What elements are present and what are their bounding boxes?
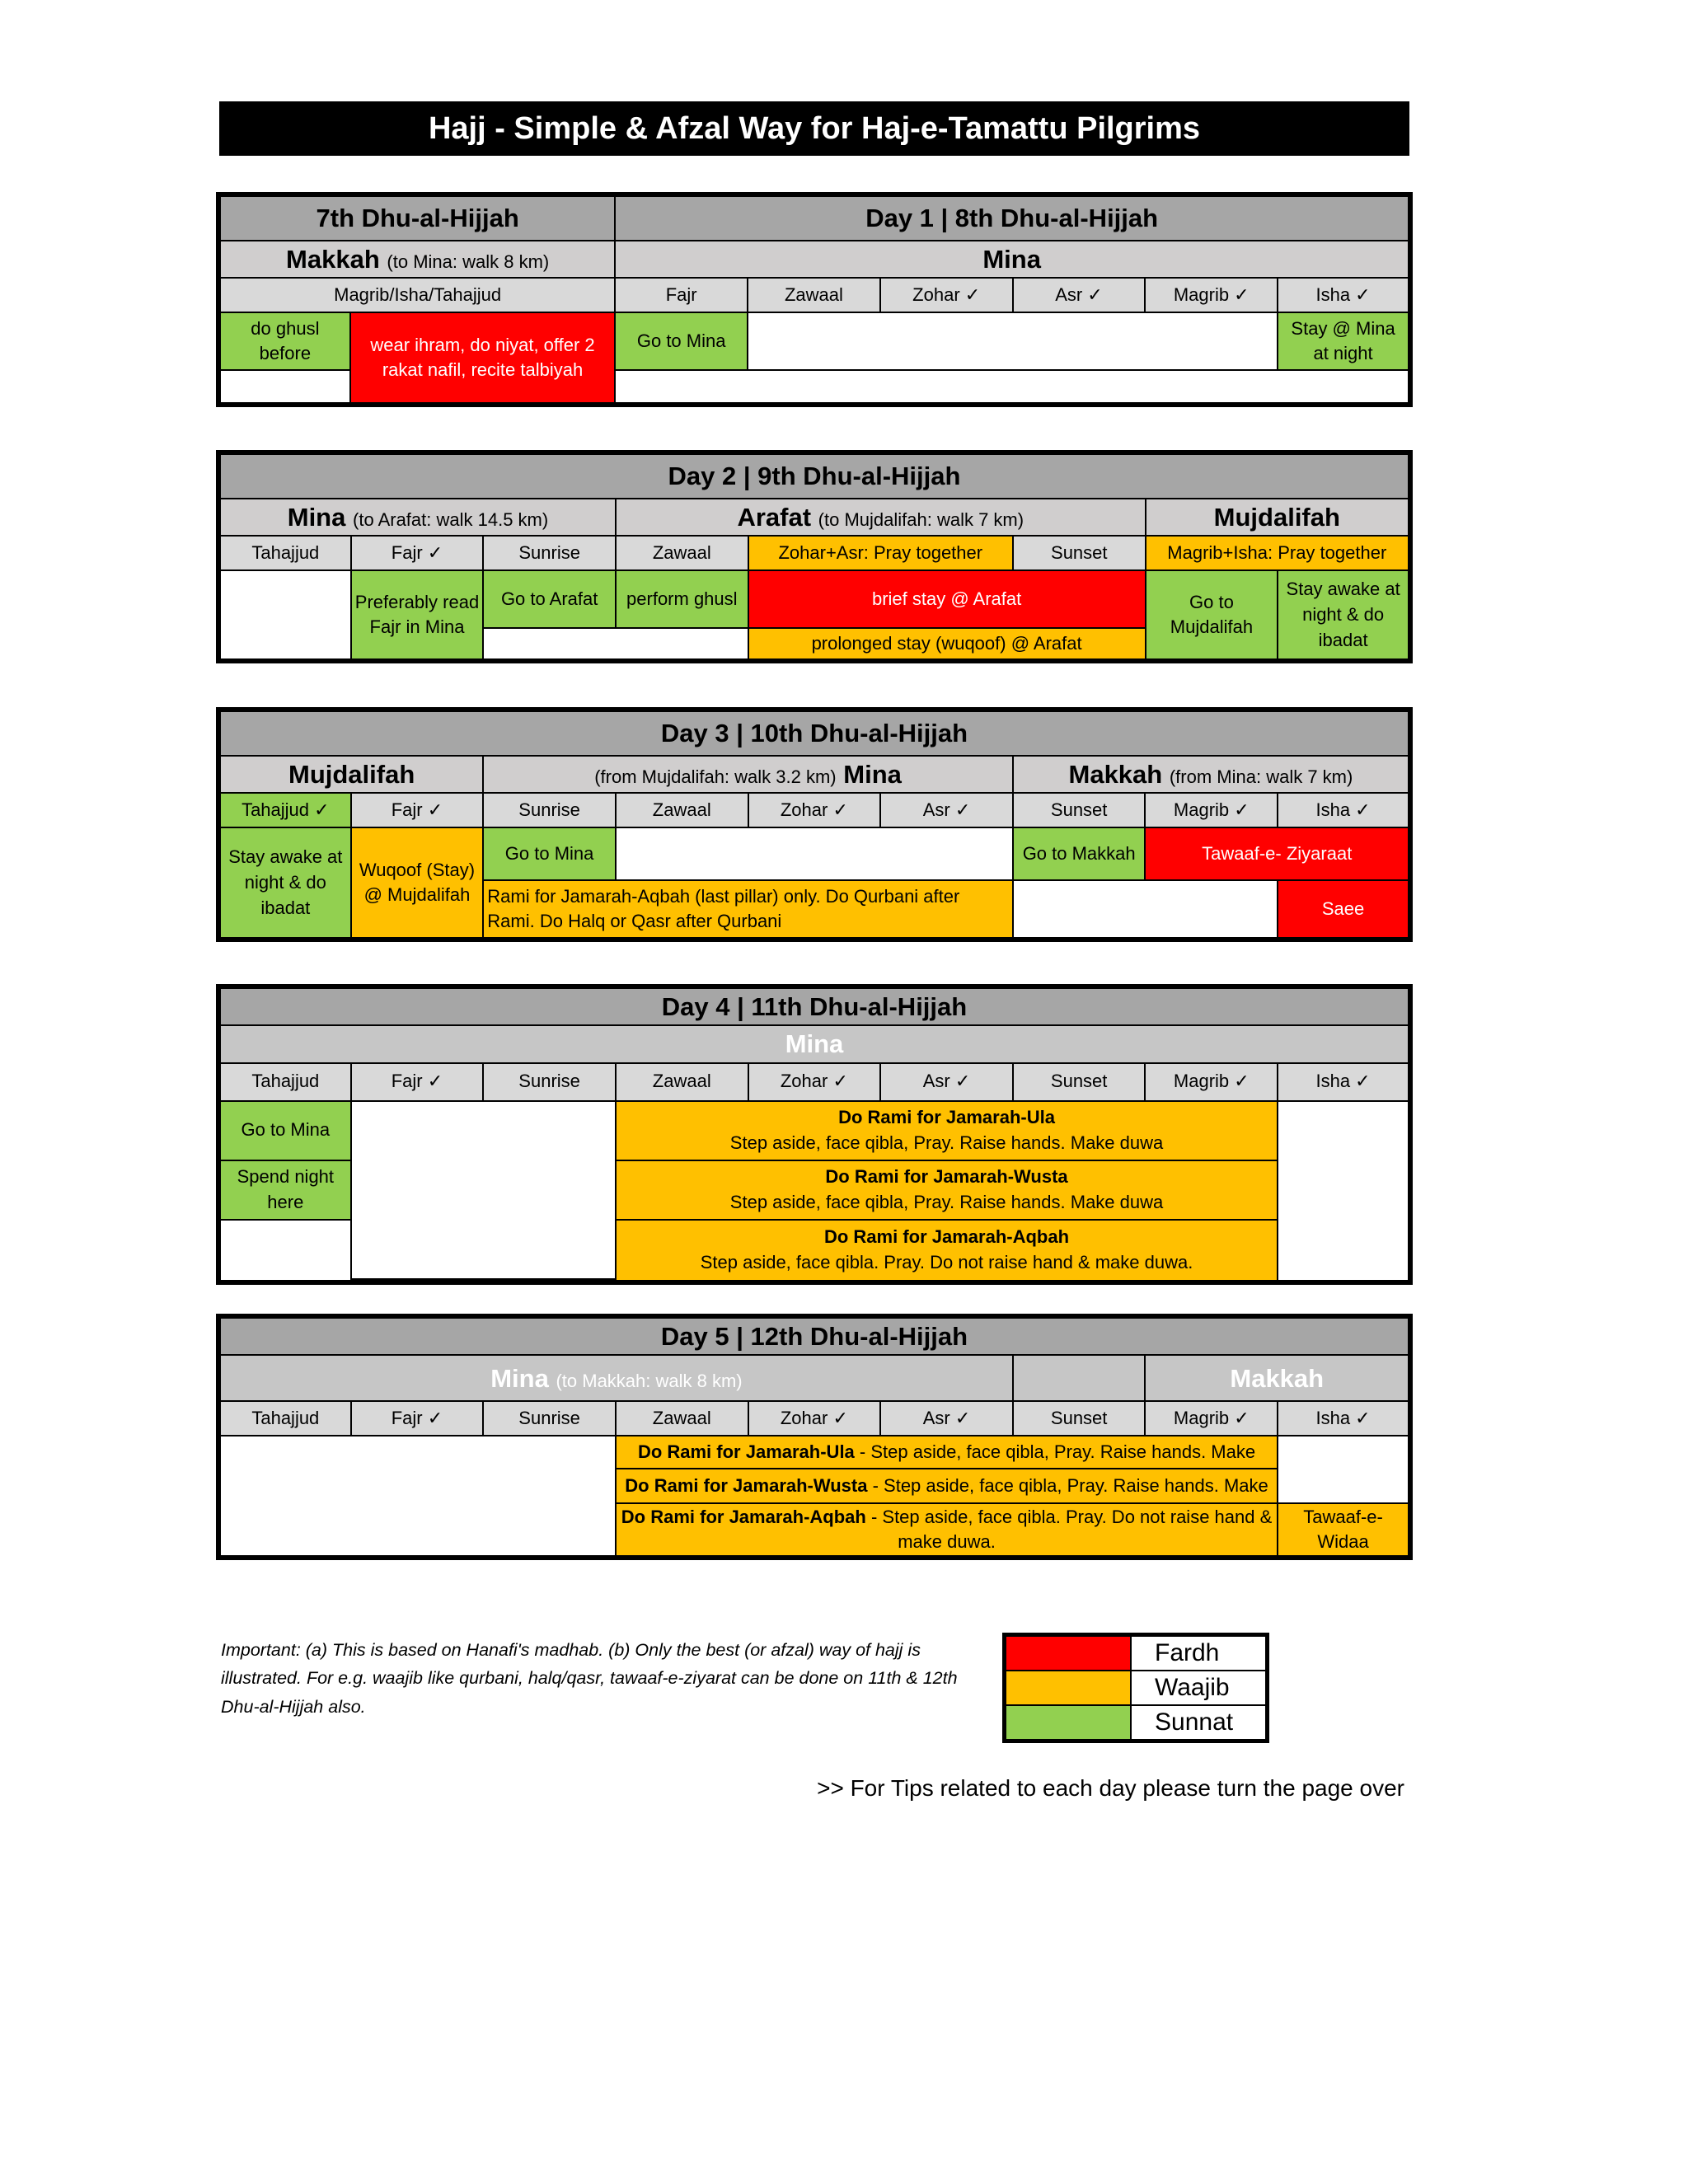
day-header: Day 2 | 9th Dhu-al-Hijjah [218, 452, 1410, 499]
time-slot: Asr ✓ [880, 1401, 1013, 1436]
legend [1002, 1633, 1269, 1743]
time-slot: Magrib ✓ [1145, 1063, 1278, 1101]
time-slot: Sunrise [483, 536, 616, 570]
time-slot: Isha ✓ [1278, 793, 1410, 827]
legend-swatch-fardh [1005, 1635, 1132, 1671]
activity-cell: wear ihram, do niyat, offer 2 rakat nafil, recite talbiyah [350, 312, 616, 405]
location-header [1013, 1355, 1146, 1401]
time-slot: Zawaal [616, 793, 748, 827]
tips-note: >> For Tips related to each day please turn the page over [817, 1775, 1404, 1801]
time-slot: Zawaal [616, 536, 748, 570]
time-slot: Zohar ✓ [748, 793, 881, 827]
legend-swatch-sunnat [1005, 1705, 1132, 1741]
empty-cell [218, 1436, 616, 1558]
activity-cell: Preferably read Fajr in Mina [351, 570, 484, 661]
time-slot: Asr ✓ [880, 1063, 1013, 1101]
rami-ula-cell: Do Rami for Jamarah-Ula - Step aside, face qibla, Pray. Raise hands. Make [616, 1436, 1278, 1469]
schedule-day3 [216, 707, 1413, 942]
schedule-day5 [216, 1314, 1413, 1560]
rami-aqbah-cell: Do Rami for Jamarah-Aqbah Step aside, face qibla. Pray. Do not raise hand & make duwa. [616, 1220, 1278, 1282]
empty-cell [1278, 1101, 1410, 1282]
location-header: Mina (to Arafat: walk 14.5 km) [218, 499, 616, 536]
location-header: Arafat (to Mujdalifah: walk 7 km) [616, 499, 1146, 536]
empty-cell [1278, 1436, 1410, 1503]
time-slot: Zawaal [616, 1401, 748, 1436]
activity-cell: perform ghusl [616, 570, 748, 628]
empty-cell [1013, 880, 1278, 940]
empty-cell [748, 312, 1278, 370]
empty-cell [218, 570, 351, 661]
legend-label: Waajib [1131, 1671, 1268, 1705]
schedule-day4 [216, 984, 1413, 1285]
location-header: Makkah (from Mina: walk 7 km) [1013, 756, 1410, 793]
time-slot: Fajr ✓ [351, 536, 484, 570]
time-slot: Magrib ✓ [1145, 1401, 1278, 1436]
time-slot: Sunset [1013, 536, 1146, 570]
empty-cell [351, 1101, 616, 1279]
location-header: (from Mujdalifah: walk 3.2 km) Mina [483, 756, 1013, 793]
activity-cell: Tawaaf-e-Widaa [1278, 1503, 1410, 1558]
time-slot: Zawaal [616, 1063, 748, 1101]
time-slot: Tahajjud [218, 1063, 351, 1101]
time-slot: Asr ✓ [880, 793, 1013, 827]
time-slot: Tahajjud ✓ [218, 793, 351, 827]
legend-swatch-waajib [1005, 1671, 1132, 1705]
time-slot: Sunset [1013, 793, 1146, 827]
time-slot: Magrib+Isha: Pray together [1146, 536, 1410, 570]
activity-cell: brief stay @ Arafat [748, 570, 1146, 628]
schedule-day2 [216, 450, 1413, 663]
activity-cell: Stay awake at night & do ibadat [218, 827, 351, 940]
time-slot: Isha ✓ [1278, 1401, 1410, 1436]
time-slot: Zohar ✓ [880, 278, 1013, 312]
time-slot: Sunset [1013, 1063, 1146, 1101]
time-slot: Tahajjud [218, 536, 351, 570]
activity-cell: Go to Mina [483, 827, 616, 880]
time-slot: Zohar ✓ [748, 1401, 881, 1436]
legend-label: Fardh [1131, 1635, 1268, 1671]
time-slot: Sunset [1013, 1401, 1146, 1436]
time-slot: Magrib/Isha/Tahajjud [218, 278, 615, 312]
empty-cell [218, 1220, 351, 1282]
time-slot: Sunrise [483, 1063, 616, 1101]
location-header: Mina [615, 241, 1410, 278]
time-slot: Zawaal [748, 278, 880, 312]
activity-cell: do ghusl before [218, 312, 350, 370]
rami-ula-cell: Do Rami for Jamarah-Ula Step aside, face qibla, Pray. Raise hands. Make duwa [616, 1101, 1278, 1160]
location-header: Makkah [1145, 1355, 1410, 1401]
location-header: Mujdalifah [1146, 499, 1410, 536]
activity-cell: Rami for Jamarah-Aqbah (last pillar) only. Do Qurbani after Rami. Do Halq or Qasr after Qurbani [483, 880, 1013, 940]
activity-cell: Go to Mujdalifah [1146, 570, 1278, 661]
empty-cell [218, 370, 350, 405]
day-header: 7th Dhu-al-Hijjah [218, 194, 615, 241]
empty-cell [615, 370, 1410, 405]
time-slot: Fajr ✓ [351, 1063, 484, 1101]
day-header: Day 1 | 8th Dhu-al-Hijjah [615, 194, 1410, 241]
time-slot: Isha ✓ [1278, 278, 1410, 312]
activity-cell: Stay awake at night & do ibadat [1278, 570, 1410, 661]
rami-wusta-cell: Do Rami for Jamarah-Wusta Step aside, face qibla, Pray. Raise hands. Make duwa [616, 1160, 1278, 1220]
time-slot: Fajr ✓ [351, 793, 484, 827]
activity-cell: Go to Mina [218, 1101, 351, 1160]
legend-label: Sunnat [1131, 1705, 1268, 1741]
activity-cell: Go to Arafat [483, 570, 616, 628]
empty-cell [483, 628, 748, 661]
time-slot: Fajr ✓ [351, 1401, 484, 1436]
important-note: Important: (a) This is based on Hanafi's madhab. (b) Only the best (or afzal) way of hajj is illustrated. For e.g. waajib like qurbani, halq/qasr, tawaaf-e-ziyarat can be done on 11th & 12th Dhu-al-Hijjah also. [221, 1640, 958, 1717]
activity-cell: Wuqoof (Stay) @ Mujdalifah [351, 827, 484, 940]
day-header: Day 4 | 11th Dhu-al-Hijjah [218, 987, 1410, 1025]
rami-aqbah-cell: Do Rami for Jamarah-Aqbah - Step aside, face qibla. Pray. Do not raise hand & make duwa. [616, 1503, 1278, 1558]
schedule-day1 [216, 192, 1413, 407]
activity-cell: Saee [1278, 880, 1410, 940]
time-slot: Magrib ✓ [1145, 793, 1278, 827]
time-slot: Tahajjud [218, 1401, 351, 1436]
location-header: Mina [218, 1025, 1410, 1062]
activity-cell: Stay @ Mina at night [1278, 312, 1410, 370]
day-header: Day 5 | 12th Dhu-al-Hijjah [218, 1316, 1410, 1355]
activity-cell: Go to Makkah [1013, 827, 1146, 880]
time-slot: Sunrise [483, 1401, 616, 1436]
time-slot: Zohar+Asr: Pray together [748, 536, 1013, 570]
activity-cell: prolonged stay (wuqoof) @ Arafat [748, 628, 1146, 661]
activity-cell: Go to Mina [615, 312, 748, 370]
location-header: Makkah (to Mina: walk 8 km) [218, 241, 615, 278]
location-header: Mujdalifah [218, 756, 483, 793]
empty-cell [616, 827, 1013, 880]
page-title: Hajj - Simple & Afzal Way for Haj-e-Tamattu Pilgrims [219, 101, 1409, 156]
time-slot: Isha ✓ [1278, 1063, 1410, 1101]
time-slot: Magrib ✓ [1145, 278, 1278, 312]
activity-cell: Tawaaf-e- Ziyaraat [1145, 827, 1410, 880]
time-slot: Sunrise [483, 793, 616, 827]
rami-wusta-cell: Do Rami for Jamarah-Wusta - Step aside, face qibla, Pray. Raise hands. Make [616, 1469, 1278, 1503]
activity-cell: Spend night here [218, 1160, 351, 1220]
time-slot: Zohar ✓ [748, 1063, 881, 1101]
time-slot: Fajr [615, 278, 748, 312]
day-header: Day 3 | 10th Dhu-al-Hijjah [218, 710, 1410, 756]
location-header: Mina (to Makkah: walk 8 km) [218, 1355, 1013, 1401]
time-slot: Asr ✓ [1013, 278, 1146, 312]
